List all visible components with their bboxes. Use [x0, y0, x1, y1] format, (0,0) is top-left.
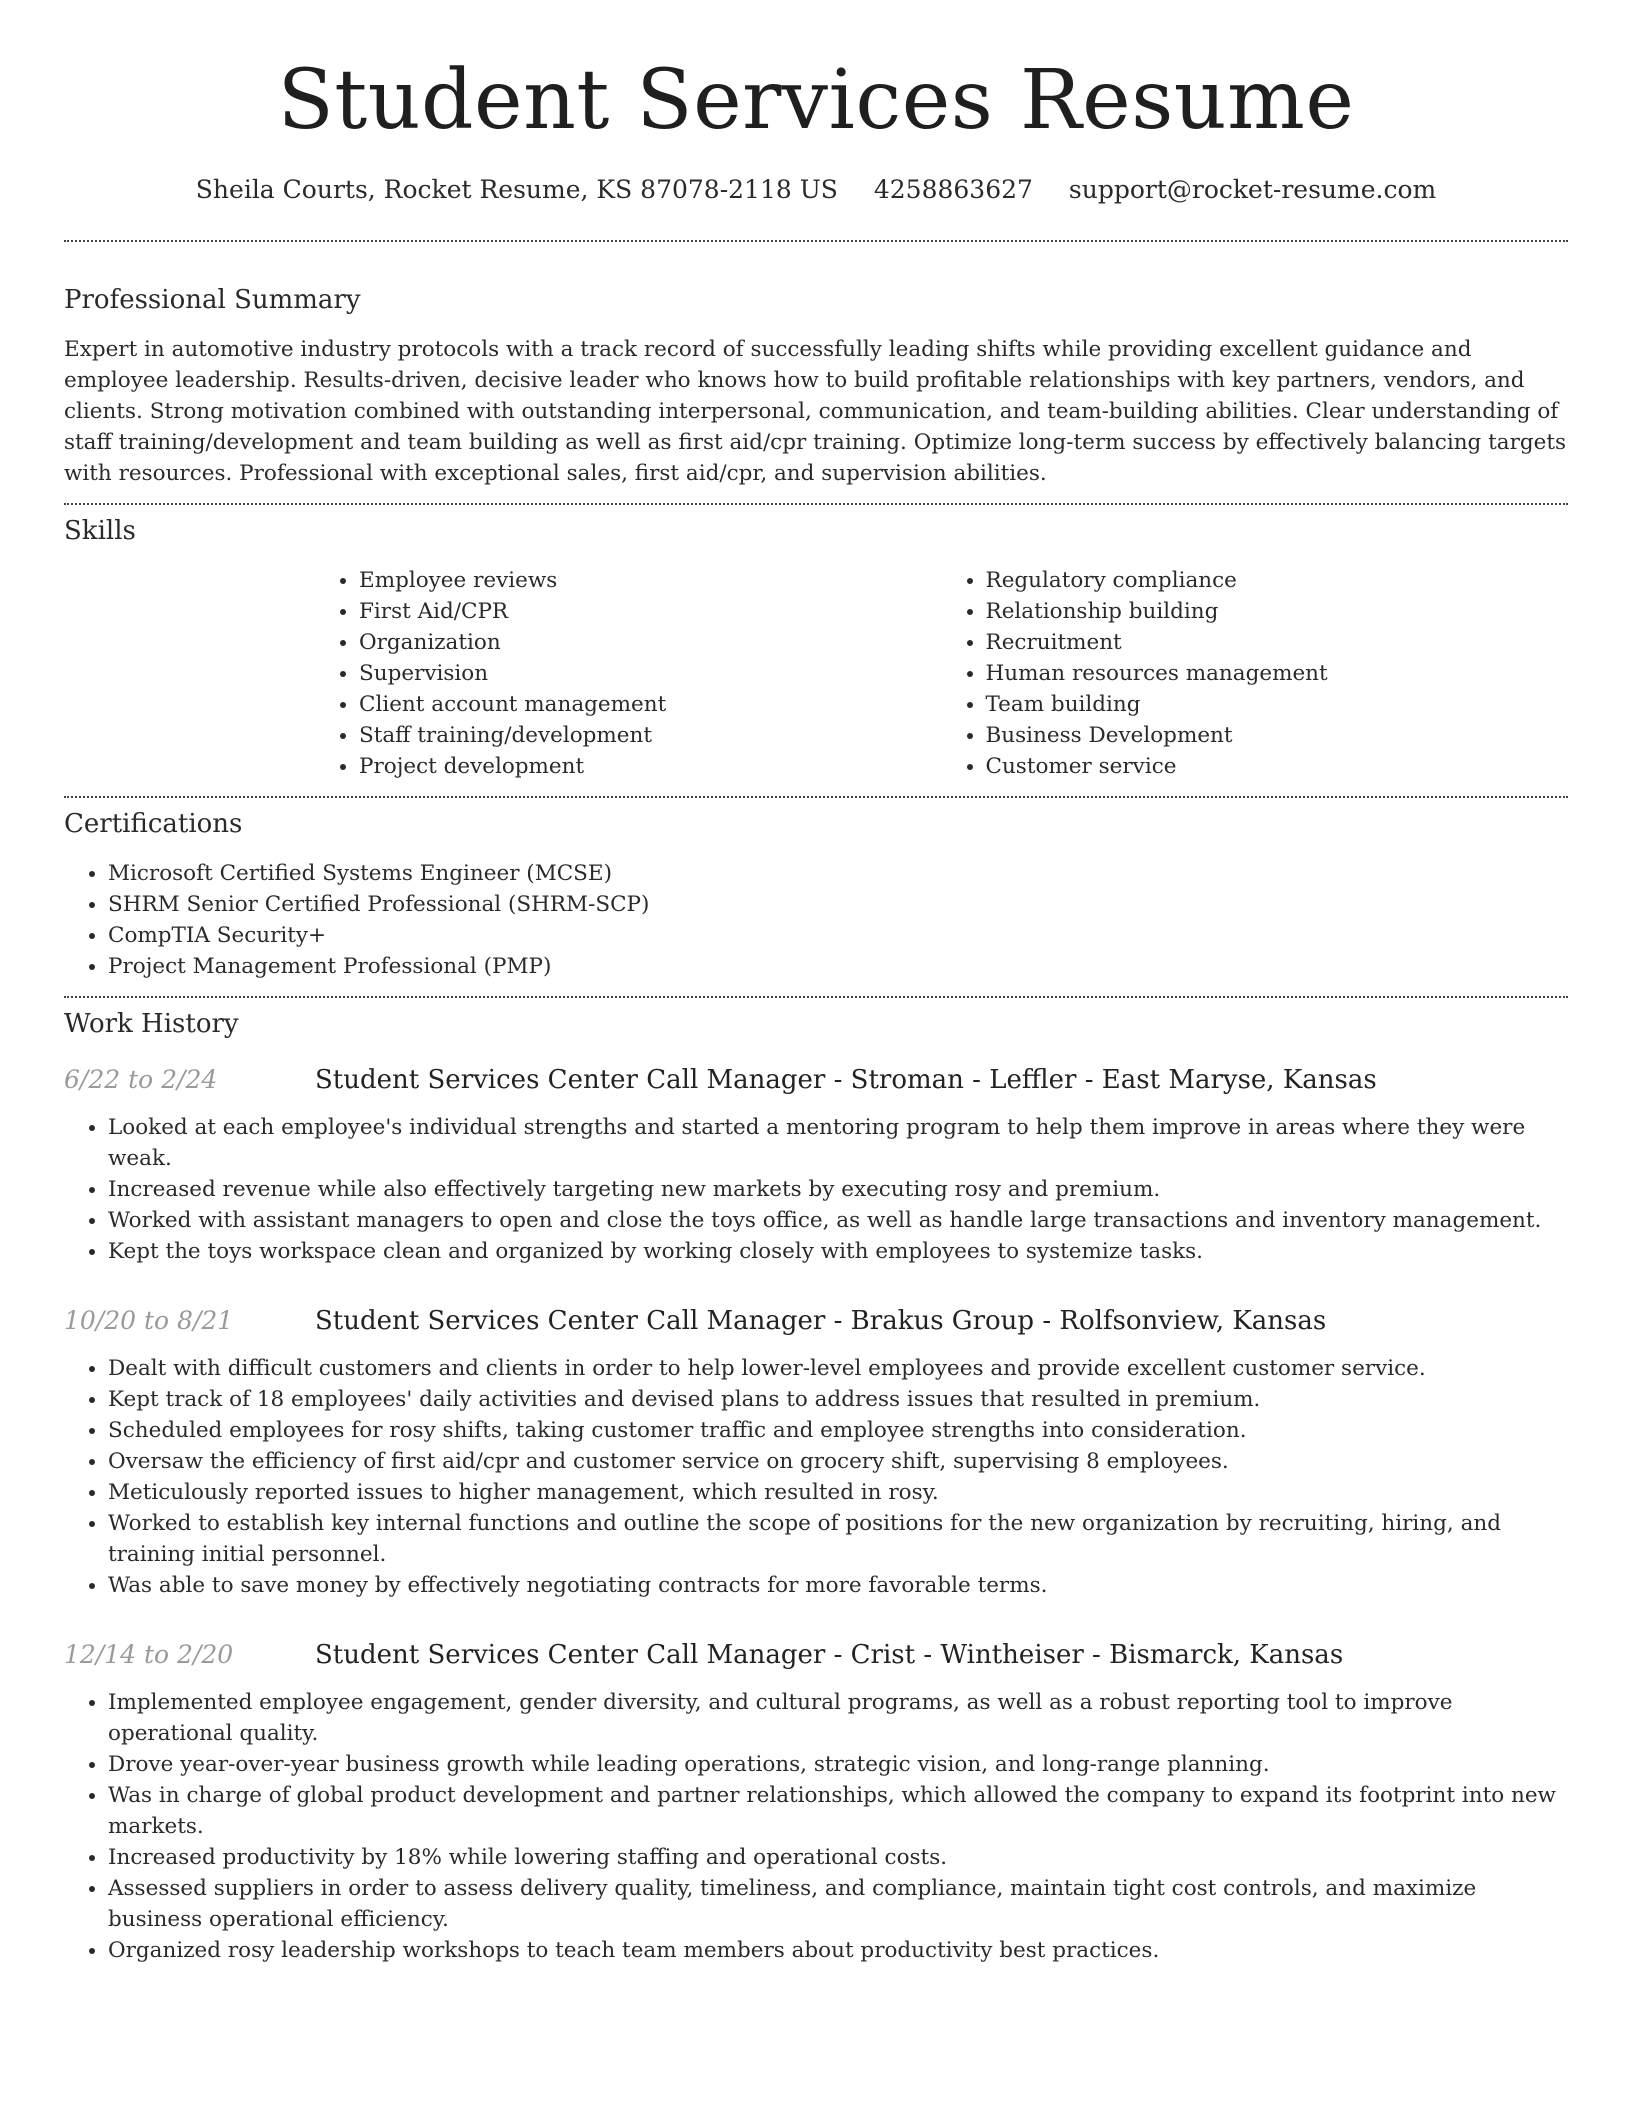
skill-item: • Human resources management [986, 658, 1569, 689]
contact-email: support@rocket-resume.com [1068, 175, 1437, 204]
job-bullet: • Oversaw the efficiency of first aid/cpr and customer service on grocery shift, supervising 8 employees. [108, 1446, 1568, 1477]
skills-heading: Skills [64, 516, 136, 546]
skill-item: • Recruitment [986, 627, 1569, 658]
job-title: Student Services Center Call Manager - Stroman - Leffler - East Maryse, Kansas [315, 1065, 1377, 1095]
skill-item: • Supervision [359, 658, 942, 689]
contact-phone: 4258863627 [873, 175, 1033, 204]
certifications-heading: Certifications [64, 809, 243, 839]
job-bullet: • Increased productivity by 18% while lowering staffing and operational costs. [108, 1842, 1568, 1873]
work-history-section [64, 998, 1568, 1966]
certifications-list [64, 858, 1568, 996]
job-title: Student Services Center Call Manager - Crist - Wintheiser - Bismarck, Kansas [315, 1640, 1344, 1670]
contact-line [64, 174, 1568, 206]
job-bullet: • Drove year-over-year business growth while leading operations, strategic vision, and long-range planning. [108, 1749, 1568, 1780]
job-header [64, 1064, 1568, 1096]
summary-heading: Professional Summary [64, 285, 361, 315]
skills-list-right [942, 565, 1569, 782]
certification-item: • CompTIA Security+ [108, 920, 1568, 951]
contact-address: Sheila Courts, Rocket Resume, KS 87078-2118 US [195, 175, 838, 204]
skill-item: • Customer service [986, 751, 1569, 782]
job-entry [64, 1639, 1568, 1966]
job-bullet: • Increased revenue while also effectively targeting new markets by executing rosy and premium. [108, 1174, 1568, 1205]
work-history-heading: Work History [64, 1009, 239, 1039]
job-bullet: • Was in charge of global product development and partner relationships, which allowed the company to expand its footprint into new markets. [108, 1780, 1568, 1842]
skill-item: • Employee reviews [359, 565, 942, 596]
job-title: Student Services Center Call Manager - Brakus Group - Rolfsonview, Kansas [315, 1306, 1327, 1336]
job-header [64, 1639, 1568, 1671]
job-bullet: • Dealt with difficult customers and clients in order to help lower-level employees and provide excellent customer service. [108, 1353, 1568, 1384]
job-bullet: • Kept track of 18 employees' daily activities and devised plans to address issues that resulted in premium. [108, 1384, 1568, 1415]
summary-section [64, 242, 1568, 503]
skill-item: • First Aid/CPR [359, 596, 942, 627]
job-bullet: • Assessed suppliers in order to assess delivery quality, timeliness, and compliance, maintain tight cost controls, and maximize business operational efficiency. [108, 1873, 1568, 1935]
job-entry [64, 1064, 1568, 1267]
skill-item: • Business Development [986, 720, 1569, 751]
skills-list-left [315, 565, 942, 782]
skill-item: • Client account management [359, 689, 942, 720]
job-bullet: • Organized rosy leadership workshops to teach team members about productivity best practices. [108, 1935, 1568, 1966]
certification-item: • Microsoft Certified Systems Engineer (MCSE) [108, 858, 1568, 889]
job-dates: 12/14 to 2/20 [64, 1640, 234, 1669]
job-dates: 10/20 to 8/21 [64, 1306, 234, 1335]
job-bullet: • Worked to establish key internal functions and outline the scope of positions for the new organization by recruiting, hiring, and training initial personnel. [108, 1508, 1568, 1570]
job-bullet: • Looked at each employee's individual strengths and started a mentoring program to help them improve in areas where they were weak. [108, 1112, 1568, 1174]
job-header [64, 1305, 1568, 1337]
summary-text: Expert in automotive industry protocols with a track record of successfully leading shifts while providing excellent guidance and employee leadership. Results-driven, decisive leader who knows how to build profitable relationships with key partners, vendors, and clients. Strong motivation combined with outstanding interpersonal, communication, and team-building abilities. Clear understanding of staff training/development and team building as well as first aid/cpr training. Optimize long-term success by effectively balancing targets with resources. Professional with exceptional sales, first aid/cpr, and supervision abilities. [64, 337, 1567, 486]
job-dates: 6/22 to 2/24 [64, 1065, 218, 1094]
job-bullets [64, 1112, 1568, 1267]
skill-item: • Relationship building [986, 596, 1569, 627]
skills-section [64, 505, 1568, 796]
job-bullet: • Meticulously reported issues to higher management, which resulted in rosy. [108, 1477, 1568, 1508]
certifications-section [64, 798, 1568, 996]
job-bullet: • Implemented employee engagement, gender diversity, and cultural programs, as well as a robust reporting tool to improve operational quality. [108, 1687, 1568, 1749]
job-bullet: • Kept the toys workspace clean and organized by working closely with employees to systemize tasks. [108, 1236, 1568, 1267]
job-bullet: • Was able to save money by effectively negotiating contracts for more favorable terms. [108, 1570, 1568, 1601]
skill-item: • Project development [359, 751, 942, 782]
skill-item: • Regulatory compliance [986, 565, 1569, 596]
skill-item: • Staff training/development [359, 720, 942, 751]
certification-item: • Project Management Professional (PMP) [108, 951, 1568, 982]
job-bullet: • Worked with assistant managers to open and close the toys office, as well as handle large transactions and inventory management. [108, 1205, 1568, 1236]
resume-title: Student Services Resume [277, 53, 1355, 148]
skill-item: • Team building [986, 689, 1569, 720]
job-bullets [64, 1687, 1568, 1966]
job-entry [64, 1305, 1568, 1601]
job-bullets [64, 1353, 1568, 1601]
skill-item: • Organization [359, 627, 942, 658]
job-bullet: • Scheduled employees for rosy shifts, taking customer traffic and employee strengths into consideration. [108, 1415, 1568, 1446]
certification-item: • SHRM Senior Certified Professional (SHRM-SCP) [108, 889, 1568, 920]
skills-grid [315, 565, 1568, 796]
